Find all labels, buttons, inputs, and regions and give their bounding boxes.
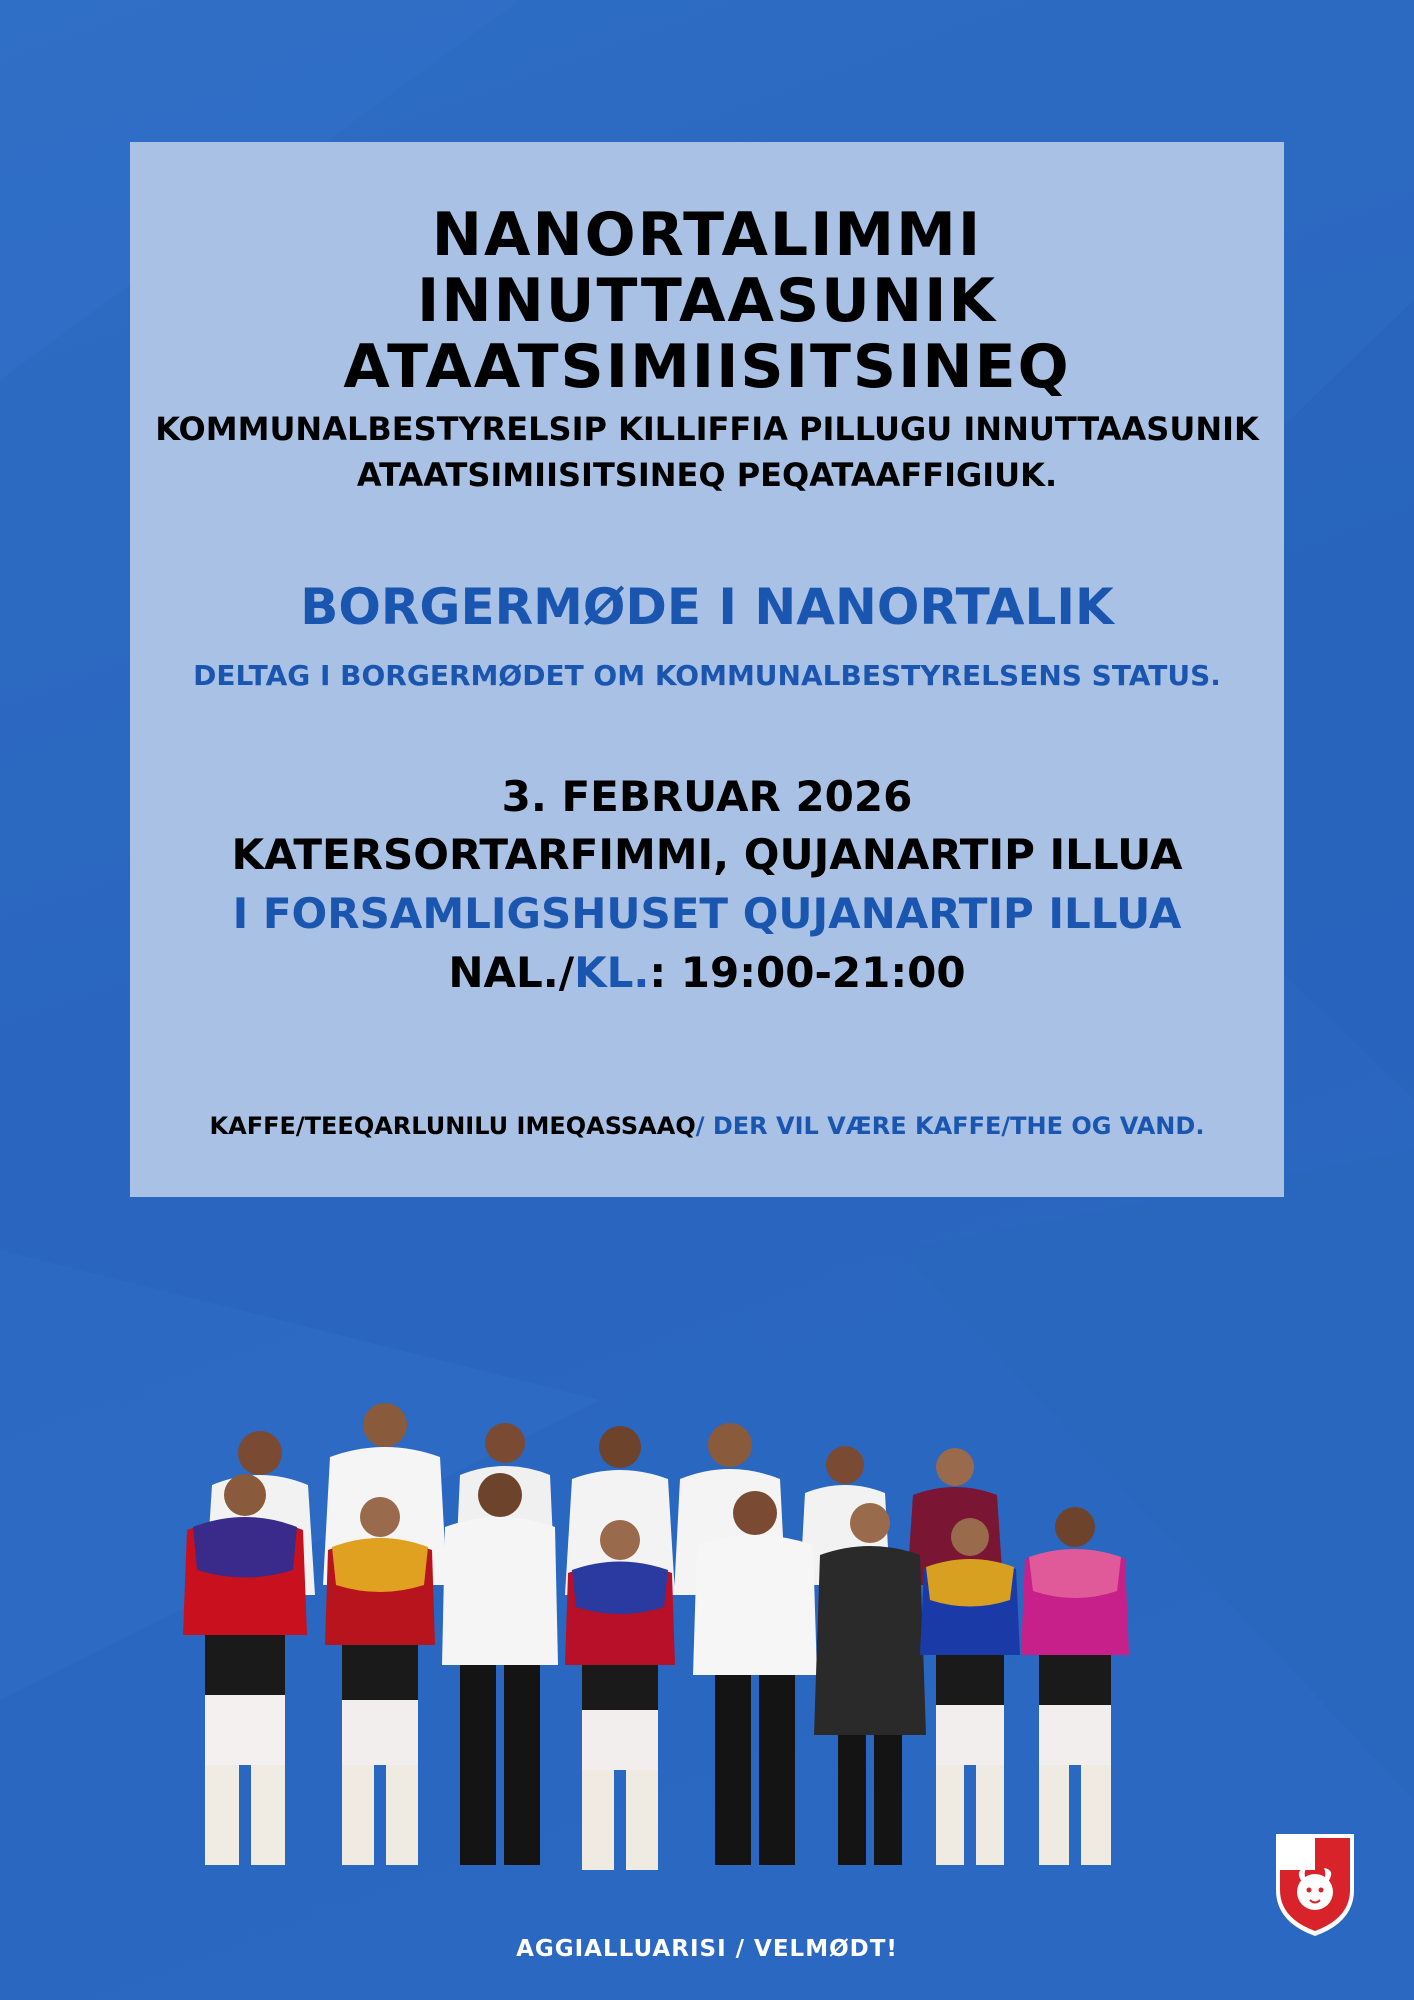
time-value: : 19:00-21:00 [649,948,966,997]
info-panel [130,142,1284,1197]
time-prefix-greenlandic: NAL./ [448,948,575,997]
coffee-note [130,1112,1284,1140]
title-line-1: NANORTALIMMI [431,200,983,270]
subtitle-line-2: ATAATSIMIISITSINEQ PEQATAAFFIGIUK. [356,456,1058,494]
poster-subtitle [130,406,1284,498]
event-date: 3. FEBRUAR 2026 [501,772,913,821]
event-time [130,948,1284,997]
coffee-note-greenlandic: KAFFE/TEEQARLUNILU IMEQASSAAQ [209,1112,696,1140]
location-danish: I FORSAMLIGSHUSET QUJANARTIP ILLUA [232,889,1182,938]
title-line-2: INNUTTAASUNIK [417,266,997,336]
poster-title [130,202,1284,400]
title-line-3: ATAATSIMIISITSINEQ [343,332,1071,402]
danish-subtitle: DELTAG I BORGERMØDET OM KOMMUNALBESTYRELSENS STATUS. [193,659,1221,692]
municipality-crest-icon [1272,1830,1358,1938]
time-prefix-danish: KL. [574,948,650,997]
subtitle-line-1: KOMMUNALBESTYRELSIP KILLIFFIA PILLUGU INNUTTAASUNIK [155,410,1259,448]
council-group-photo [170,1395,1150,1895]
coffee-note-danish: / DER VIL VÆRE KAFFE/THE OG VAND. [695,1112,1205,1140]
location-greenlandic: KATERSORTARFIMMI, QUJANARTIP ILLUA [231,830,1183,879]
welcome-text: AGGIALLUARISI / VELMØDT! [516,1936,898,1962]
danish-title: BORGERMØDE I NANORTALIK [300,578,1114,636]
